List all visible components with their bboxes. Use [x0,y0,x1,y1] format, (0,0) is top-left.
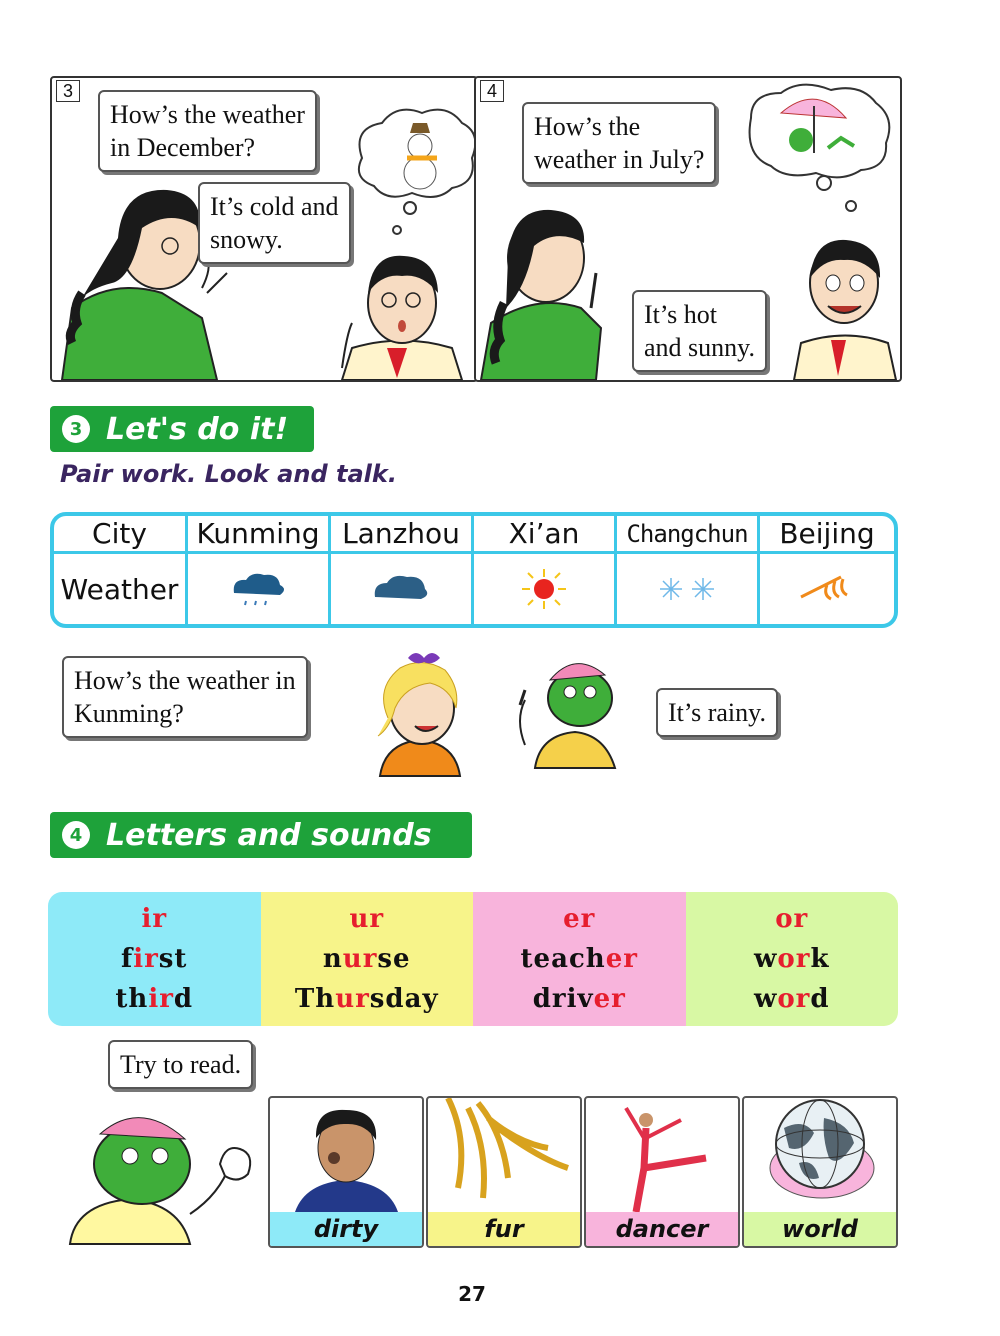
bubble-line: It’s rainy. [668,698,766,727]
city-cell: Changchun [617,516,760,554]
question-bubble [522,102,716,184]
example-word: driver [532,984,626,1014]
example-word: Thursday [294,984,439,1014]
city-cell: Lanzhou [331,516,474,554]
sound-column-ur [261,892,474,1026]
sun-icon [519,567,569,611]
bubble-line: How’s the weather [110,100,305,129]
sound-heading: ir [141,904,168,934]
blonde-girl-illustration [360,648,480,776]
bubble-line: snowy. [210,225,283,254]
question-bubble [98,90,317,172]
section-header-letters-sounds [50,812,472,858]
dancer-image [586,1098,738,1212]
sound-heading: er [563,904,596,934]
instruction-text: Pair work. Look and talk. [60,460,397,488]
sound-column-or [686,892,899,1026]
city-cell: Xi’an [474,516,617,554]
picture-card-dancer [584,1096,740,1248]
weather-cell-beijing [760,554,894,624]
section-number: 4 [62,821,90,849]
example-word: first [121,944,188,974]
sound-heading: ur [349,904,385,934]
wind-icon [797,571,857,607]
section-header-lets-do-it [50,406,314,452]
picture-card-fur [426,1096,582,1248]
comic-panel-4 [474,76,902,382]
bubble-line: It’s hot [644,300,717,329]
word-label: world [744,1212,896,1246]
weather-table [50,512,898,628]
bubble-line: It’s cold and [210,192,339,221]
panel-number: 4 [480,80,504,102]
word-label: fur [428,1212,580,1246]
dirty-boy-image [270,1098,422,1212]
page-number: 27 [458,1282,486,1306]
question-bubble-kunming [62,656,308,738]
turtle-character-illustration [505,650,630,768]
section-title: Let's do it! [106,411,289,447]
bubble-line: Kunming? [74,699,184,728]
weather-cell-xian [474,554,617,624]
bubble-line: Try to read. [120,1050,242,1079]
comic-panel-3 [50,76,478,382]
example-word: word [753,984,830,1014]
weather-cell-changchun [617,554,760,624]
cloud-icon [371,569,431,609]
letter-sounds-grid [48,892,898,1026]
answer-bubble-rainy [656,688,778,737]
sound-column-ir [48,892,261,1026]
example-word: work [754,944,830,974]
example-word: teacher [520,944,638,974]
row-header-weather: Weather [54,554,188,624]
word-label: dirty [270,1212,422,1246]
snowflake-icon [652,574,722,604]
bubble-line: How’s the weather in [74,666,296,695]
city-cell: Kunming [188,516,331,554]
sound-column-er [473,892,686,1026]
turtle-character-illustration [60,1104,260,1244]
picture-card-world [742,1096,898,1248]
answer-bubble [632,290,767,372]
example-word: nurse [322,944,411,974]
bubble-line: weather in July? [534,145,705,174]
sound-heading: or [775,904,809,934]
word-label: dancer [586,1212,738,1246]
fur-image [428,1098,580,1212]
section-number: 3 [62,415,90,443]
bubble-line: in December? [110,133,256,162]
bubble-line: and sunny. [644,333,755,362]
rain-cloud-icon [228,569,288,609]
picture-card-dirty [268,1096,424,1248]
answer-bubble [198,182,351,264]
city-cell: Beijing [760,516,894,554]
weather-cell-kunming [188,554,331,624]
example-word: third [115,984,194,1014]
panel-number: 3 [56,80,80,102]
try-to-read-bubble [108,1040,253,1089]
bubble-line: How’s the [534,112,641,141]
row-header-city: City [54,516,188,554]
globe-image [744,1098,896,1212]
section-title: Letters and sounds [106,817,432,853]
weather-cell-lanzhou [331,554,474,624]
